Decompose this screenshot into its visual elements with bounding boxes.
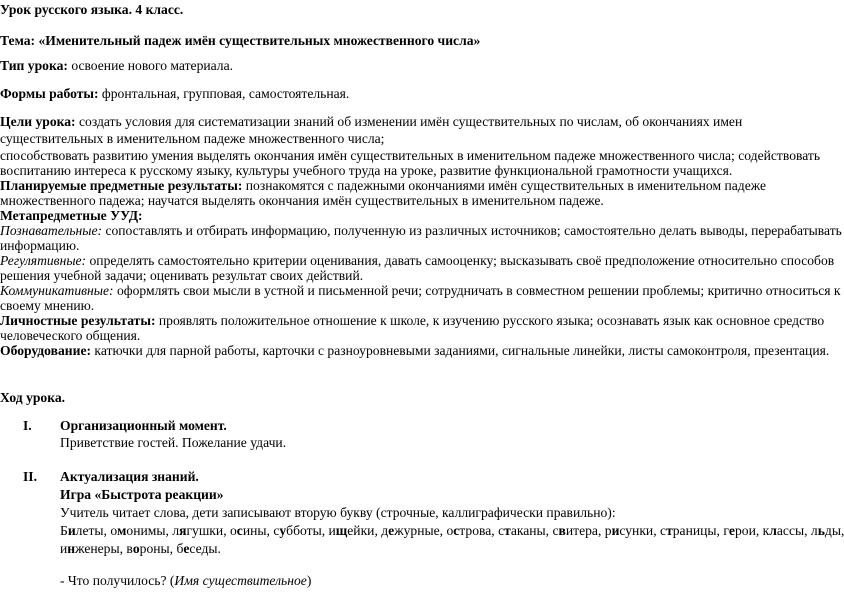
word-rest: леты, [75, 523, 111, 538]
word-first-letter: л [810, 523, 818, 538]
lesson-type-text: освоение нового материала. [71, 58, 234, 73]
word-second-letter: е [183, 541, 190, 556]
equipment-text: катючки для парной работы, карточки с разноуровневыми заданиями, сигнальные линейки, листы самоконтроля, презентация. [94, 343, 830, 358]
word-second-letter: м [117, 523, 127, 538]
word-first-letter: б [176, 541, 184, 556]
word-rest: гушки, [186, 523, 230, 538]
word-rest: раницы, [672, 523, 724, 538]
word-second-letter: л [769, 523, 777, 538]
lesson-title: Урок русского языка. 4 класс. [0, 2, 184, 17]
word-first-letter: л [172, 523, 180, 538]
cognitive-label: Познавательные: [0, 223, 103, 238]
question-text: - Что получилось? ( [60, 573, 175, 588]
regulatory-line-1: Регулятивные: определять самостоятельно критерии оценивания, давать самооценку; высказывать своё предположение относительно способов [0, 253, 835, 268]
word-rest: ассы, [776, 523, 811, 538]
word-first-letter: с [552, 523, 559, 538]
word-item [230, 523, 273, 538]
word-rest: онимы, [126, 523, 173, 538]
word-rest: трова, [459, 523, 499, 538]
word-item [126, 541, 176, 556]
goals-line-4: воспитанию интереса к русскому языку, культуры учебного труда на уроке, развитие функциональной грамотности учащихся. [0, 163, 733, 178]
word-second-letter: ь [817, 523, 825, 538]
regulatory-line-2: решения учебной задачи; оценивать результат своих действий. [0, 268, 364, 283]
word-item [660, 523, 723, 538]
communicative-label: Коммуникативные: [0, 283, 114, 298]
word-first-letter: д [381, 523, 389, 538]
word-second-letter: с [236, 523, 243, 538]
word-list-line-1 [60, 523, 844, 539]
word-first-letter: с [660, 523, 667, 538]
section-2-number: II. [23, 469, 37, 484]
personal-results-line-2: человеческого общения. [0, 328, 141, 343]
planned-results-line-1: Планируемые предметные результаты: познакомятся с падежными окончаниями имён существительных в именительном падеже [0, 178, 766, 193]
word-second-letter: с [453, 523, 460, 538]
word-rest: сунки, [619, 523, 661, 538]
goals-line-1: Цели урока: создать условия для систематизации знаний об изменении имён существительных по числам, об окончаниях имен [0, 114, 743, 129]
word-second-letter: и [67, 523, 76, 538]
personal-results-line-1: Личностные результаты: проявлять положительное отношение к школе, к изучению русского языка; осознавать язык как основное средство [0, 313, 825, 328]
word-rest: аканы, [510, 523, 553, 538]
meta-uud-heading: Метапредметные УУД: [0, 208, 143, 223]
topic-line [0, 33, 480, 49]
word-item [110, 523, 172, 538]
word-item [273, 523, 328, 538]
word-first-letter: к [762, 523, 770, 538]
answer-text: Имя существительное [174, 573, 307, 588]
question-line [60, 573, 311, 589]
equipment-label: Оборудование: [0, 343, 92, 358]
word-rest: ины, [242, 523, 274, 538]
word-rest: роны, [139, 541, 177, 556]
word-rest: ды, [824, 523, 844, 538]
word-second-letter: я [179, 523, 187, 538]
word-first-letter: о [446, 523, 454, 538]
lesson-course-heading: Ход урока. [0, 390, 66, 405]
communicative-line-2: своему мнению. [0, 298, 95, 313]
word-item [498, 523, 552, 538]
word-first-letter: г [723, 523, 729, 538]
communicative-line-1: Коммуникативные: оформлять свои мысли в устной и письменной речи; сотрудничать в совместном решении проблемы; критично относиться к [0, 283, 841, 298]
word-item [605, 523, 660, 538]
word-first-letter: с [498, 523, 505, 538]
word-second-letter: щ [335, 523, 348, 538]
word-second-letter: т [504, 523, 511, 538]
cognitive-line-1: Познавательные: сопоставлять и отбирать информацию, полученную из различных источников; самостоятельно делать выводы, перерабатывать [0, 223, 842, 238]
word-second-letter: и [611, 523, 620, 538]
word-rest: журные, [394, 523, 447, 538]
word-item [176, 541, 220, 556]
word-item [446, 523, 498, 538]
question-close: ) [306, 573, 312, 588]
word-rest: седы. [189, 541, 221, 556]
game-title: Игра «Быстрота реакции» [60, 487, 224, 502]
word-item [172, 523, 230, 538]
word-item [552, 523, 604, 538]
cognitive-line-2: информацию. [0, 238, 80, 253]
goals-line-3: способствовать развитию умения выделять окончания имён существительных в именительном падеже множественного числа; содействовать [0, 148, 821, 163]
word-second-letter: у [279, 523, 287, 538]
section-2-title: Актуализация знаний. [60, 469, 199, 484]
word-item [763, 523, 811, 538]
word-item [723, 523, 762, 538]
lesson-type-line [0, 58, 233, 74]
word-item [811, 523, 844, 538]
work-forms-line [0, 86, 349, 102]
word-first-letter: р [604, 523, 612, 538]
planned-results-line-2: множественного падежа; научатся выделять окончания имён существительных в именительном падеже. [0, 193, 604, 208]
section-1-number: I. [23, 418, 32, 433]
word-list-line-2 [60, 541, 221, 557]
lesson-type-label: Тип урока: [0, 58, 68, 73]
goals-line-2: существительных в именительном падеже множественного числа; [0, 131, 385, 146]
personal-results-label: Личностные результаты: [0, 313, 156, 328]
topic-label: Тема: [0, 33, 36, 48]
word-rest: женеры, [75, 541, 127, 556]
word-rest: рои, [734, 523, 763, 538]
word-second-letter: е [728, 523, 735, 538]
word-first-letter: в [126, 541, 133, 556]
word-first-letter: с [273, 523, 280, 538]
word-item [329, 523, 382, 538]
planned-results-label: Планируемые предметные результаты: [0, 178, 243, 193]
word-first-letter: и [60, 541, 68, 556]
word-second-letter: т [666, 523, 673, 538]
word-second-letter: е [388, 523, 395, 538]
word-rest: бботы, [286, 523, 329, 538]
equipment-line [0, 343, 829, 359]
word-first-letter: Б [60, 523, 68, 538]
section-1-text: Приветствие гостей. Пожелание удачи. [60, 435, 287, 450]
word-second-letter: в [558, 523, 566, 538]
topic-text: «Именительный падеж имён существительных множественного числа» [38, 33, 481, 48]
word-item [381, 523, 446, 538]
game-instructions: Учитель читает слова, дети записывают вторую букву (строчные, каллиграфически правильно): [60, 505, 616, 520]
work-forms-text: фронтальная, групповая, самостоятельная. [101, 86, 350, 101]
word-first-letter: о [110, 523, 118, 538]
word-first-letter: о [230, 523, 237, 538]
word-rest: итера, [565, 523, 605, 538]
word-item [60, 523, 110, 538]
word-second-letter: н [67, 541, 76, 556]
word-rest: ейки, [347, 523, 382, 538]
goals-label: Цели урока: [0, 114, 76, 129]
section-1-title: Организационный момент. [60, 418, 227, 433]
regulatory-label: Регулятивные: [0, 253, 87, 268]
word-item [60, 541, 126, 556]
work-forms-label: Формы работы: [0, 86, 99, 101]
word-second-letter: о [132, 541, 140, 556]
word-first-letter: и [328, 523, 336, 538]
